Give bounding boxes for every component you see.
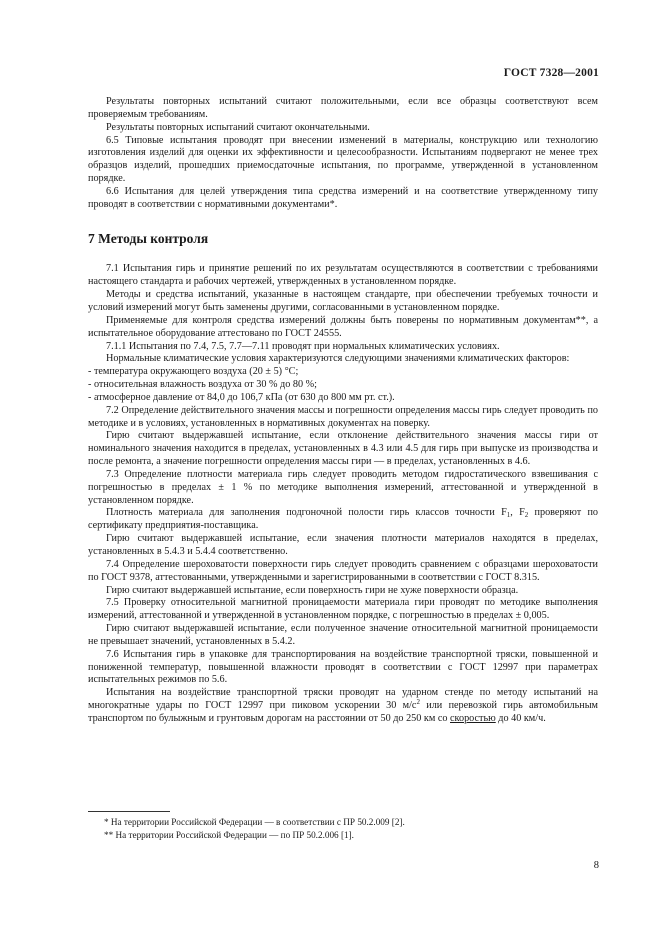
paragraph: 6.5 Типовые испытания проводят при внесении изменений в материалы, конструкцию или технологию изготовления изделий для оценки их эффективности и целесообразности. Испытаниям подвергают не менее трех образцов изделий, прошедших приемосдаточные испытания, по программе, утвержденной в установленном порядке.	[88, 134, 598, 185]
list-item: - относительная влажность воздуха от 30 % до 80 %;	[88, 379, 317, 391]
paragraph: Нормальные климатические условия характеризуются следующими значениями климатических факторов:	[106, 353, 570, 365]
paragraph: 7.4 Определение шероховатости поверхности гирь следует проводить сравнением с образцами шероховатости по ГОСТ 9378, аттестованными, утвержденными и зарегистрированными в соответствии с ГОСТ 8.315.	[88, 558, 598, 583]
paragraph: Методы и средства испытаний, указанные в настоящем стандарте, при обеспечении требуемых точности и условий измерений могут быть заменены другими, согласованными в установленном порядке.	[88, 289, 598, 313]
paragraph: Гирю считают выдержавшей испытание, если поверхность гири не хуже поверхности образца.	[106, 584, 519, 596]
paragraph: Результаты повторных испытаний считают окончательными.	[106, 121, 370, 133]
footnote-divider	[88, 811, 170, 812]
list-item: - атмосферное давление от 84,0 до 106,7 кПа (от 630 до 800 мм рт. ст.).	[88, 391, 395, 403]
page-number: 8	[593, 860, 599, 871]
section-heading: 7 Методы контроля	[88, 230, 209, 246]
paragraph	[88, 687, 598, 726]
text-run: до 40 км/ч.	[495, 712, 546, 724]
paragraph: Гирю считают выдержавшей испытание, если полученное значение относительной магнитной проницаемости не превышает значений, установленных в 5.4.2.	[88, 623, 598, 647]
list-item: - температура окружающего воздуха (20 ± 5) °С;	[88, 366, 299, 378]
footnote: * На территории Российской Федерации — в соответствии с ПР 50.2.009 [2].	[104, 817, 405, 827]
superscript: 2	[416, 698, 420, 707]
footnote: ** На территории Российской Федерации — по ПР 50.2.006 [1].	[104, 830, 354, 840]
subscript: 2	[524, 511, 529, 520]
paragraph: Результаты повторных испытаний считают положительными, если все образцы соответствуют всем проверяемым требованиям.	[88, 96, 598, 120]
text-run: Испытания на воздействие транспортной тряски проводят на ударном стенде по методу испытаний на многократные удары по ГОСТ 12997 при пиковом ускорении 30 м/с	[88, 687, 598, 712]
subscript: 1	[506, 511, 511, 520]
footnotes	[88, 816, 598, 842]
standard-code-header: ГОСТ 7328—2001	[503, 67, 599, 79]
text-run: проверяют по сертификату предприятия-поставщика.	[88, 507, 598, 532]
paragraph: 6.6 Испытания для целей утверждения типа средства измерений и на соответствие утвержденному типу проводят в соответствии с нормативными документами*.	[88, 185, 598, 210]
text-run: или перевозкой гирь автомобильным транспортом по булыжным и грунтовым дорогам на расстоянии от 50 до 250 км со	[88, 700, 598, 724]
paragraph: 7.2 Определение действительного значения массы и погрешности определения массы гирь следует проводить по методике и в условиях, установленных в нормативных документах на поверку.	[88, 404, 598, 429]
paragraph: Применяемые для контроля средства измерений должны быть поверены по нормативным документам**, а испытательное оборудование аттестовано по ГОСТ 24555.	[88, 314, 598, 339]
paragraph: 7.1.1 Испытания по 7.4, 7.5, 7.7—7.11 проводят при нормальных климатических условиях.	[106, 340, 500, 352]
text-run: Плотность материала для заполнения подгоночной полости гирь классов точности F	[106, 507, 507, 519]
paragraph: Гирю считают выдержавшей испытание, если значения плотности материалов находятся в пределах, установленных в 5.4.3 и 5.4.4 соответственно.	[88, 533, 598, 557]
paragraph: 7.3 Определение плотности материала гирь следует проводить методом гидростатического взвешивания с погрешностью в пределах ± 1 % по методике выполнения измерений, аттестованной и утвержденной в установленном порядке.	[88, 468, 598, 506]
underlined-text: скоростью	[450, 712, 496, 724]
paragraph: Гирю считают выдержавшей испытание, если отклонение действительного значения массы гири от номинального значения находится в пределах, установленных в 4.3 или 4.5 для гирь при выпуске из производства и после ремонта, а значение погрешности определения массы гири — в пределах, установленных в 4.6.	[88, 430, 598, 468]
text-run: , F	[510, 507, 525, 519]
paragraph: 7.6 Испытания гирь в упаковке для транспортирования на воздействие транспортной тряски, повышенной и пониженной температур, повышенной влажности проводят в соответствии с ГОСТ 12997 при параметрах испытательных режимов по 5.6.	[88, 648, 598, 686]
paragraph	[88, 507, 598, 533]
paragraph: 7.1 Испытания гирь и принятие решений по их результатам осуществляются в соответствии с требованиями настоящего стандарта и рабочих чертежей, утвержденных в установленном порядке.	[88, 263, 598, 288]
document-body	[88, 96, 598, 726]
paragraph: 7.5 Проверку относительной магнитной проницаемости материала гири проводят по методике выполнения измерений, аттестованной и утвержденной в установленном порядке, с погрешностью в пределах ± 0,005.	[88, 597, 598, 622]
